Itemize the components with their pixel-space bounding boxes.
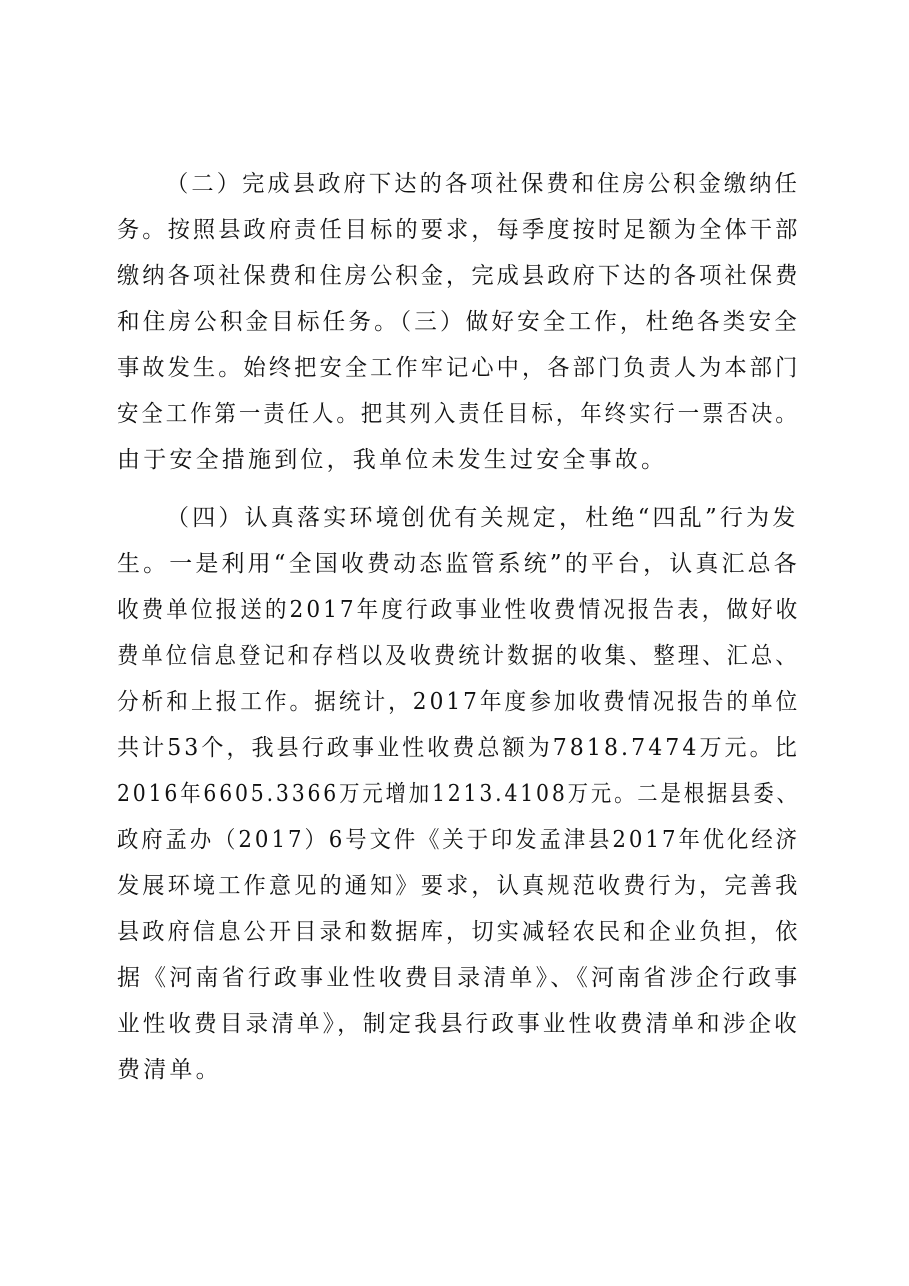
paragraph-line: 2016年6605.3366万元增加1213.4108万元。二是根据县委、 xyxy=(117,781,800,807)
paragraph-line: 费单位信息登记和存档以及收费统计数据的收集、整理、汇总、 xyxy=(117,643,800,669)
paragraph-line: 据《河南省行政事业性收费目录清单》、《河南省涉企行政事 xyxy=(117,965,801,991)
paragraph-line: 安全工作第一责任人。把其列入责任目标，年终实行一票否决。 xyxy=(117,401,800,427)
paragraph-line: 事故发生。始终把安全工作牢记心中，各部门负责人为本部门 xyxy=(117,355,801,381)
paragraph-line: 分析和上报工作。据统计，2017年度参加收费情况报告的单位 xyxy=(117,689,801,715)
paragraph-line: 缴纳各项社保费和住房公积金，完成县政府下达的各项社保费 xyxy=(117,263,801,289)
paragraph-line: （四）认真落实环境创优有关规定，杜绝“四乱”行为发 xyxy=(166,505,799,531)
paragraph-line: 业性收费目录清单》，制定我县行政事业性收费清单和涉企收 xyxy=(117,1011,800,1037)
paragraph-line: 发展环境工作意见的通知》要求，认真规范收费行为，完善我 xyxy=(117,873,801,899)
paragraph-line: 和住房公积金目标任务。（三）做好安全工作，杜绝各类安全 xyxy=(117,309,800,335)
paragraph-line: 由于安全措施到位，我单位未发生过安全事故。 xyxy=(117,447,668,473)
paragraph-line: 县政府信息公开目录和数据库，切实减轻农民和企业负担，依 xyxy=(117,919,801,945)
paragraph-line: 收费单位报送的2017年度行政事业性收费情况报告表，做好收 xyxy=(117,597,801,623)
paragraph-line: 政府孟办（2017）6号文件《关于印发孟津县2017年优化经济 xyxy=(117,827,800,853)
paragraph-line: 费清单。 xyxy=(117,1057,222,1083)
paragraph-line: （二）完成县政府下达的各项社保费和住房公积金缴纳任 xyxy=(166,171,800,197)
paragraph-line: 生。一是利用“全国收费动态监管系统”的平台，认真汇总各 xyxy=(117,551,800,577)
paragraph-line: 务。按照县政府责任目标的要求，每季度按时足额为全体干部 xyxy=(117,217,801,243)
paragraph-line: 共计53个，我县行政事业性收费总额为7818.7474万元。比 xyxy=(117,735,800,761)
